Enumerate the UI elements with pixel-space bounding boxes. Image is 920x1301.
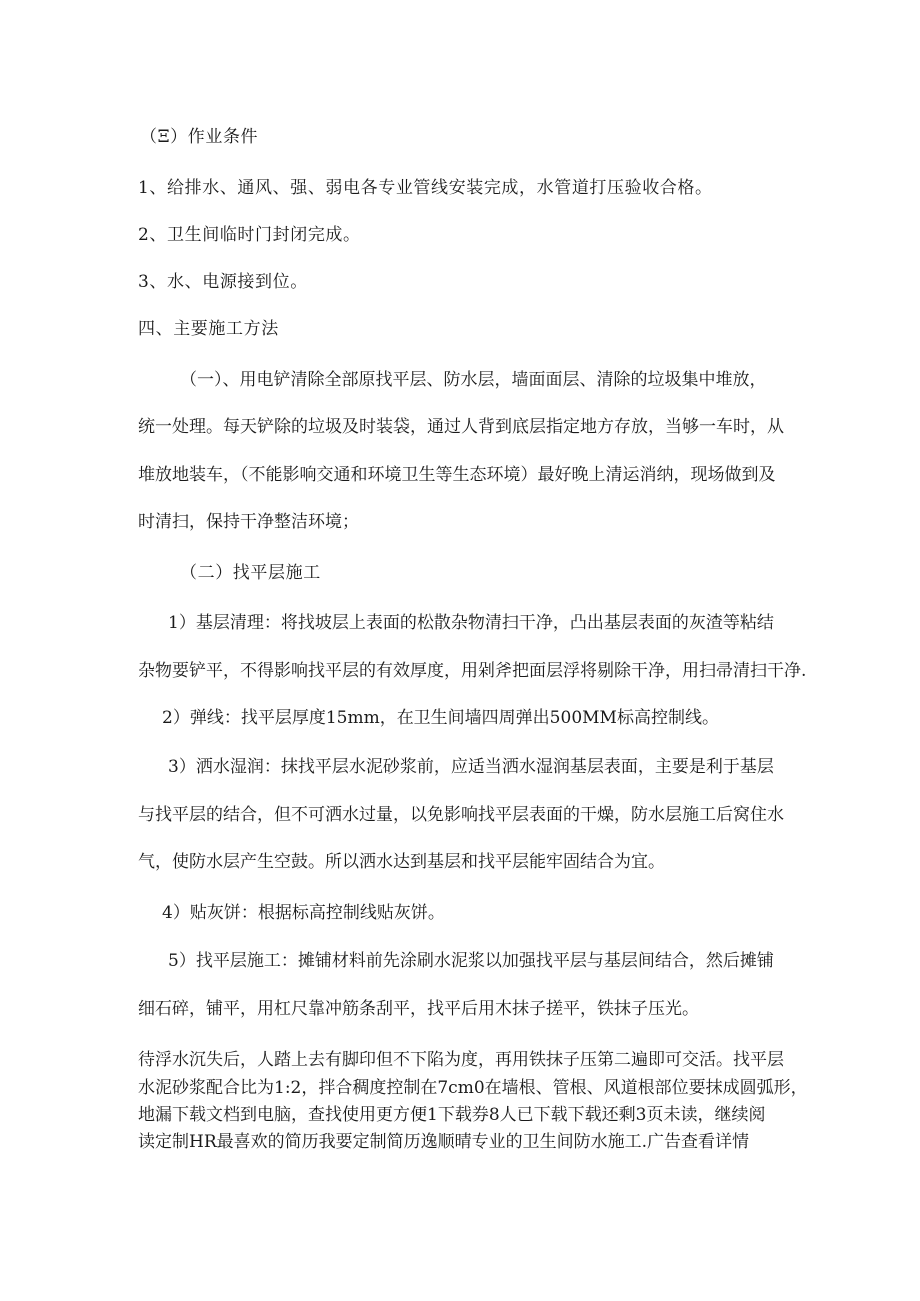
list-item: 2、卫生间临时门封闭完成。 xyxy=(138,225,361,245)
paragraph-line: 气，使防水层产生空鼓。所以洒水达到基层和找平层能牢固结合为宜。 xyxy=(138,852,665,872)
paragraph-line: 细石碎，铺平，用杠尺靠冲筋条刮平，找平后用木抹子搓平，铁抹子压光。 xyxy=(138,999,699,1019)
section-heading-work-conditions: （Ξ）作业条件 xyxy=(140,127,259,147)
paragraph-line: 水泥砂浆配合比为1:2，拌合稠度控制在7cm0在墙根、管根、风道根部位要抹成圆弧形， xyxy=(138,1078,808,1098)
list-item: 1、给排水、通风、强、弱电各专业管线安装完成，水管道打压验收合格。 xyxy=(138,178,713,198)
section-heading-main-methods: 四、主要施工方法 xyxy=(138,319,279,339)
paragraph-line: 2）弹线：找平层厚度15mm，在卫生间墙四周弹出500MM标高控制线。 xyxy=(162,708,719,728)
list-item: 3、水、电源接到位。 xyxy=(138,272,308,292)
paragraph-line: 时清扫，保持干净整洁环境； xyxy=(138,512,359,532)
subsection-heading-leveling: （二）找平层施工 xyxy=(180,563,321,583)
paragraph-line: （一）、用电铲清除全部原找平层、防水层，墙面面层、清除的垃圾集中堆放， xyxy=(180,370,767,390)
paragraph-line: 杂物要铲平，不得影响找平层的有效厚度，用剁斧把面层浮将剔除干净，用扫帚清扫干净. xyxy=(138,661,807,681)
paragraph-line: 4）贴灰饼：根据标高控制线贴灰饼。 xyxy=(162,903,445,923)
paragraph-line: 与找平层的结合，但不可洒水过量，以免影响找平层表面的干燥，防水层施工后窝住水 xyxy=(138,805,784,825)
paragraph-line: 待浮水沉失后，人踏上去有脚印但不下陷为度，再用铁抹子压第二遍即可交活。找平层 xyxy=(138,1050,784,1070)
paragraph-line: 读定制HR最喜欢的简历我要定制简历逸顺晴专业的卫生间防水施工.广告查看详情 xyxy=(138,1132,750,1152)
paragraph-line: 3）洒水湿润：抹找平层水泥砂浆前，应适当洒水湿润基层表面，主要是利于基层 xyxy=(168,757,774,777)
paragraph-line: 地漏下载文档到电脑，查找使用更方便1下载券8人已下载下载还剩3页未读，继续阅 xyxy=(138,1105,766,1125)
paragraph-line: 1）基层清理：将找坡层上表面的松散杂物清扫干净，凸出基层表面的灰渣等粘结 xyxy=(168,613,774,633)
paragraph-line: 统一处理。每天铲除的垃圾及时装袋，通过人背到底层指定地方存放，当够一车时，从 xyxy=(138,417,784,437)
paragraph-line: 5）找平层施工：摊铺材料前先涂刷水泥浆以加强找平层与基层间结合，然后摊铺 xyxy=(168,951,774,971)
paragraph-line: 堆放地装车，（不能影响交通和环境卫生等生态环境）最好晚上清运消纳，现场做到及 xyxy=(138,465,776,485)
